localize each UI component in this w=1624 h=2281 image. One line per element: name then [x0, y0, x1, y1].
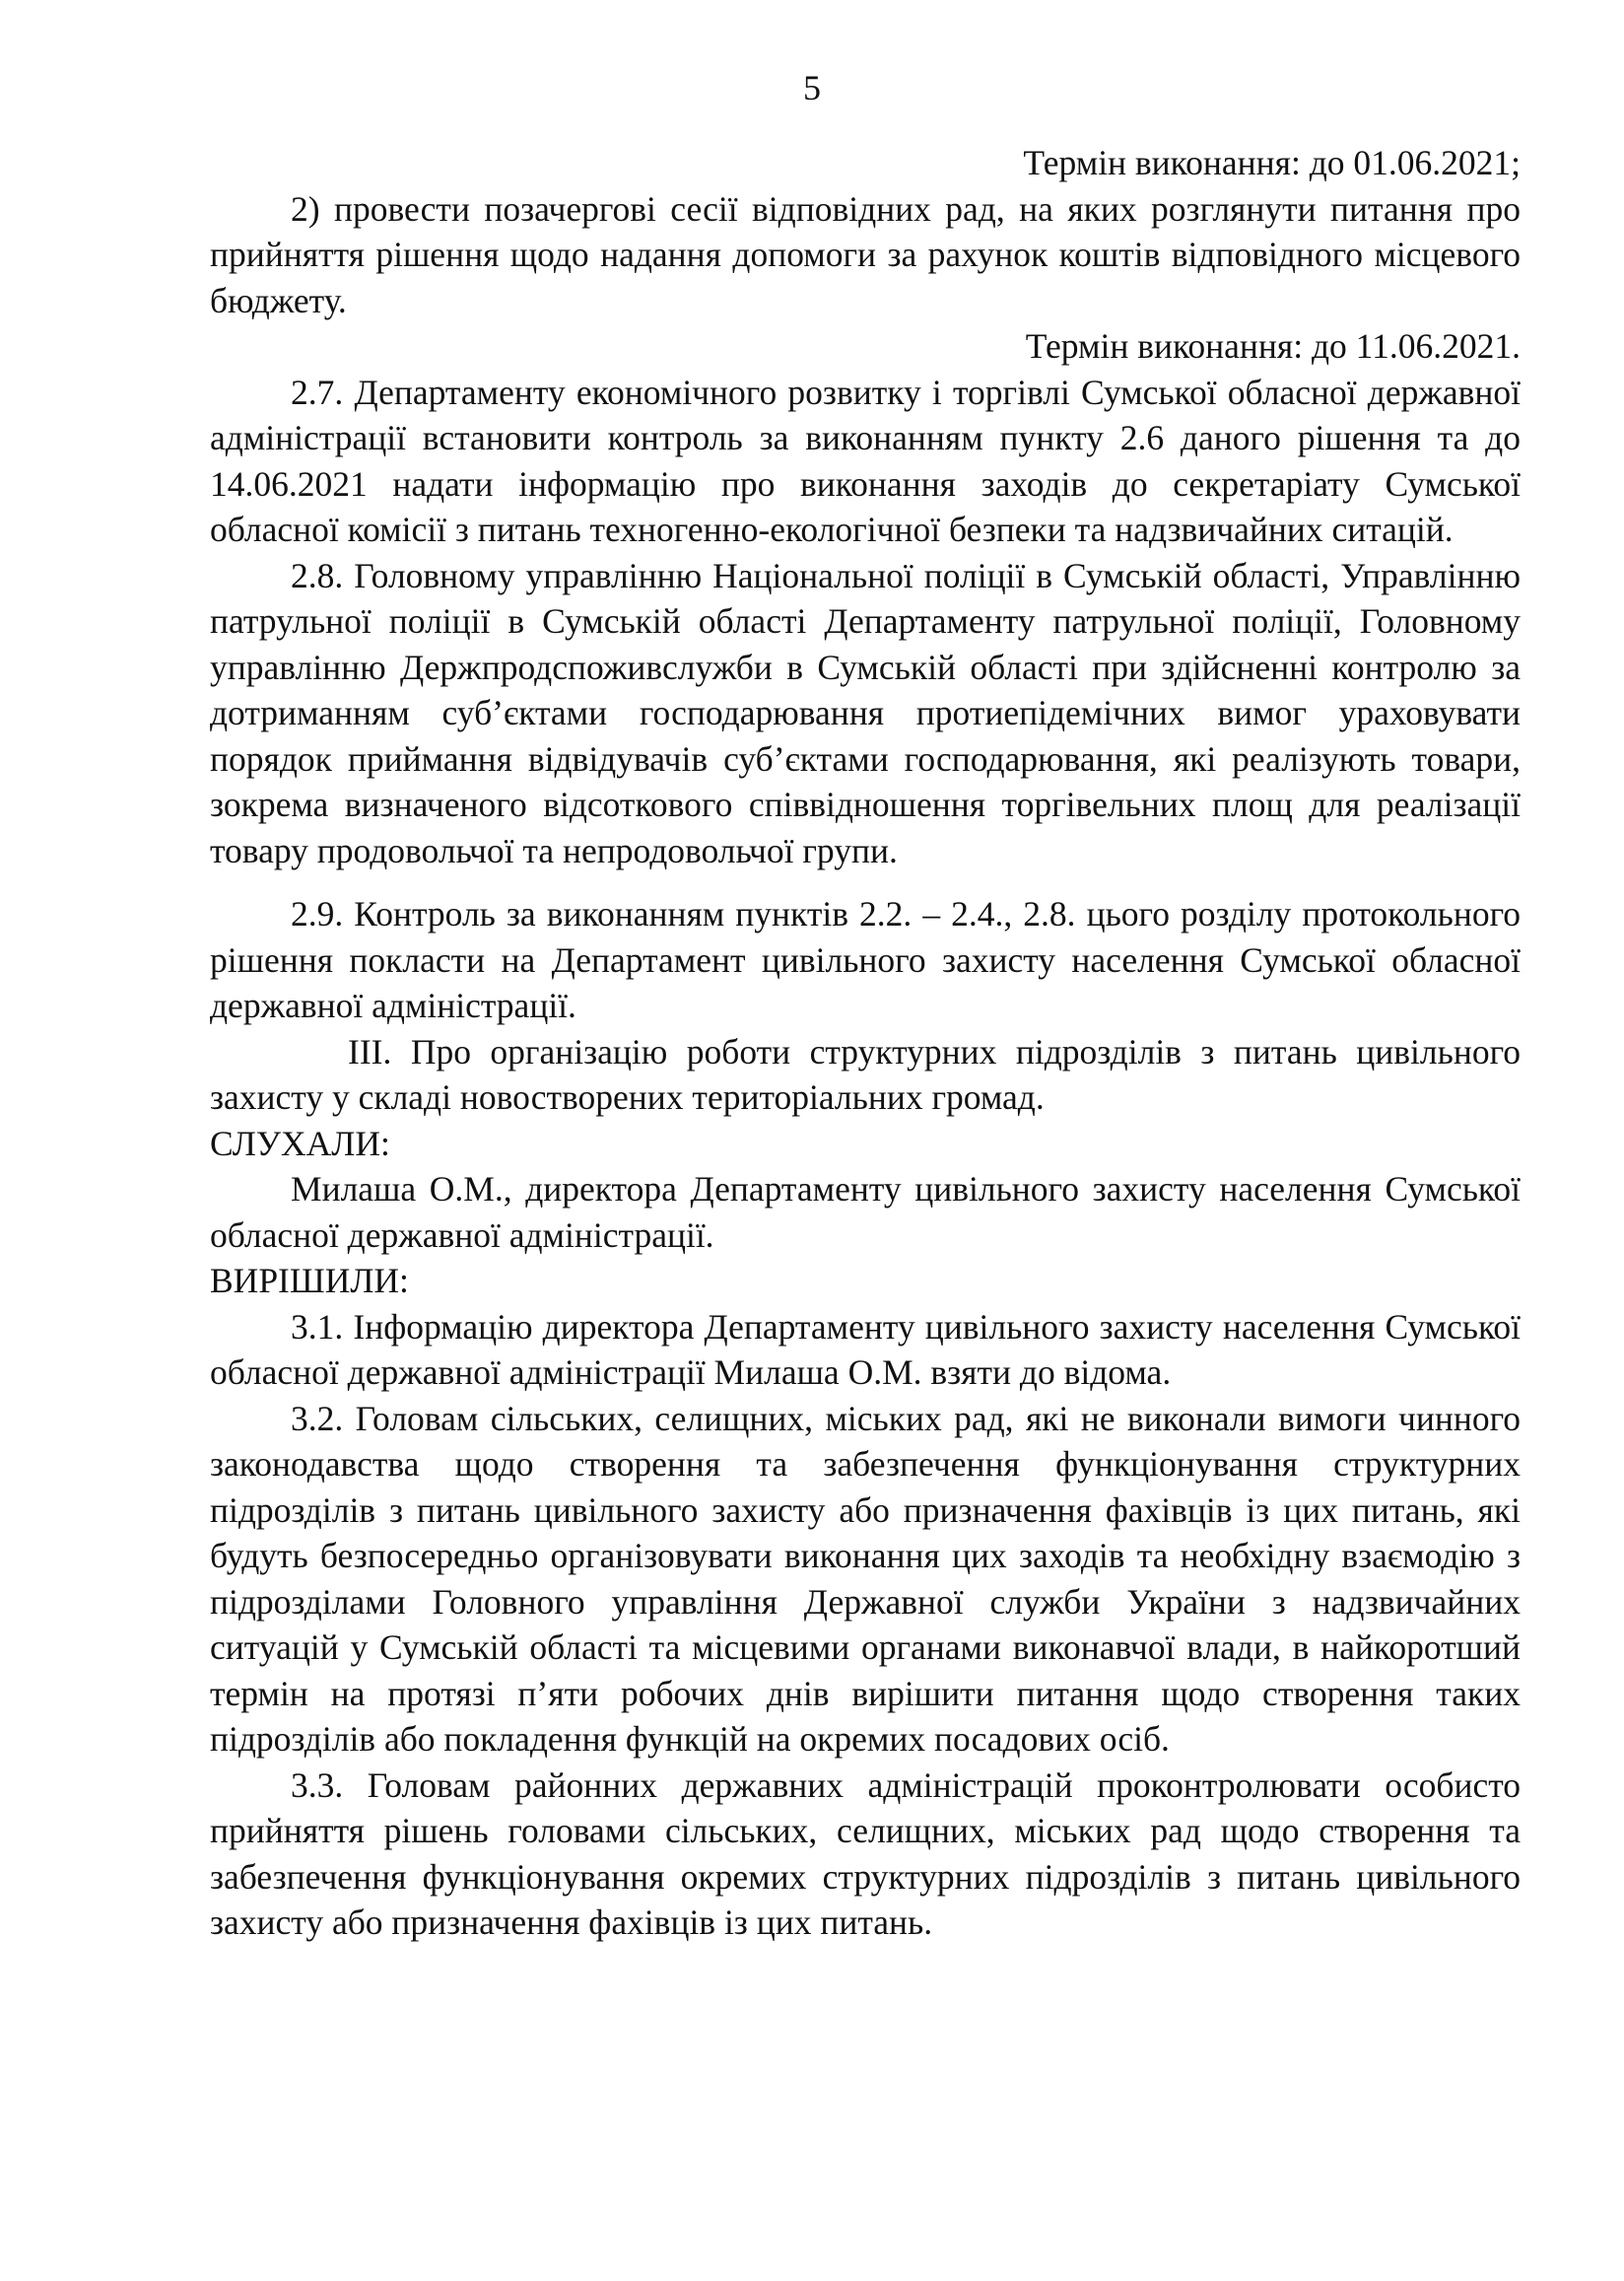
item-2-8: 2.8. Головному управлінню Національної поліції в Сумській області, Управлінню патрульної поліції в Сумській області Департаменту патрульної поліції, Головному управлінню Держпродспоживслужби в Сумській області при здійсненні контролю за дотриманням суб’єктами господарювання протиепідемічних вимог ураховувати порядок приймання відвідувачів суб’єктами господарювання, які реалізують товари, зокрема визначеного відсоткового співвідношення торгівельних площ для реалізації товару продовольчої та непродовольчої групи.	[210, 555, 1521, 870]
deadline-2: Термін виконання: до 11.06.2021.	[1025, 326, 1521, 366]
item-2-7: 2.7. Департаменту економічного розвитку і торгівлі Сумської обласної державної адміністрації встановити контроль за виконанням пункту 2.6 даного рішення та до 14.06.2021 надати інформацію про виконання заходів до секретаріату Сумської обласної комісії з питань техногенно-екологічної безпеки та надзвичайних ситацій.	[210, 372, 1521, 549]
item-2-9: 2.9. Контроль за виконанням пунктів 2.2. – 2.4., 2.8. цього розділу протокольного рішення покласти на Департамент цивільного захисту населення Сумської обласної державної адміністрації.	[210, 894, 1521, 1025]
item-2: 2) провести позачергові сесії відповідних рад, на яких розглянути питання про прийняття рішення щодо надання допомоги за рахунок коштів відповідного місцевого бюджету.	[210, 188, 1521, 320]
deadline-1: Термін виконання: до 01.06.2021;	[1023, 143, 1521, 182]
item-3-2: 3.2. Головам сільських, селищних, міських рад, які не виконали вимоги чинного законодавства щодо створення та забезпечення функціонування структурних підрозділів з питань цивільного захисту або призначення фахівців із цих питань, які будуть безпосередньо організовувати виконання цих заходів та необхідну взаємодію з підрозділами Головного управління Державної служби України з надзвичайних ситуацій у Сумській області та місцевими органами виконавчої влади, в найкоротший термін на протязі п’яти робочих днів вирішити питання щодо створення таких підрозділів або покладення функцій на окремих посадових осіб.	[210, 1398, 1521, 1759]
decided-label: ВИРІШИЛИ:	[210, 1261, 409, 1300]
page-number: 5	[803, 68, 821, 107]
item-3-3: 3.3. Головам районних державних адміністрацій проконтролювати особисто прийняття рішень головами сільських, селищних, міських рад щодо створення та забезпечення функціонування окремих структурних підрозділів з питань цивільного захисту або призначення фахівців із цих питань.	[210, 1764, 1521, 1942]
heard-label: СЛУХАЛИ:	[210, 1123, 390, 1163]
document-body	[210, 140, 1521, 1946]
section-3-heading: ІІІ. Про організацію роботи структурних підрозділів з питань цивільного захисту у складі новостворених територіальних громад.	[210, 1031, 1521, 1117]
item-3-1: 3.1. Інформацію директора Департаменту цивільного захисту населення Сумської обласної державної адміністрації Милаша О.М. взяти до відома.	[210, 1306, 1521, 1392]
heard-text: Милаша О.М., директора Департаменту цивільного захисту населення Сумської обласної державної адміністрації.	[210, 1169, 1521, 1255]
